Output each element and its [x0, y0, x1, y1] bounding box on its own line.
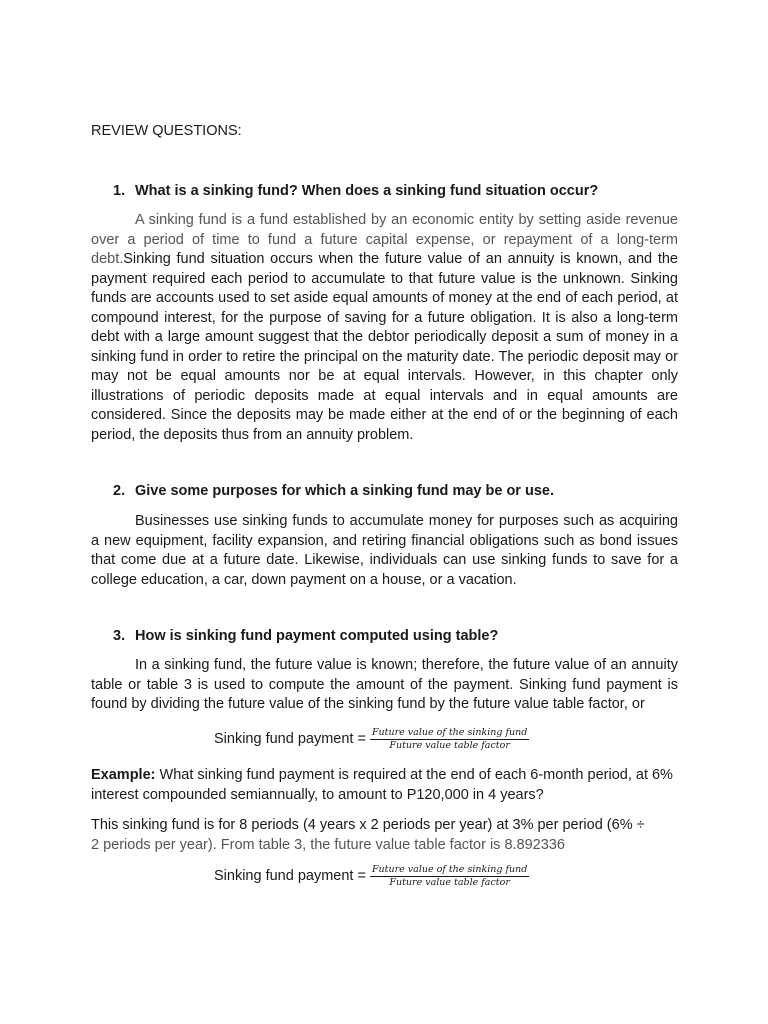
question-2-text: Give some purposes for which a sinking fund may be or use. [135, 483, 554, 499]
formula-1-label: Sinking fund payment = [214, 730, 366, 747]
formula-1-fraction [370, 727, 529, 752]
formula-2-numerator: Future value of the sinking fund [371, 864, 528, 875]
example-paragraph [91, 766, 678, 805]
question-1 [113, 182, 598, 202]
sinking-fund-formula-2 [214, 864, 529, 889]
explanation-paragraph [91, 816, 678, 855]
explanation-part2: 2 periods per year). From table 3, the future value table factor is 8.892336 [91, 836, 565, 853]
formula-2-label: Sinking fund payment = [214, 867, 366, 884]
answer-3: In a sinking fund, the future value is known; therefore, the future value of an annuity table or table 3 is used to compute the amount of the payment. Sinking fund payment is found by dividing the future value of the sinking fund by the future value table factor, or [91, 657, 678, 712]
example-label: Example: [91, 767, 156, 783]
formula-1-denominator: Future value table factor [389, 740, 510, 751]
formula-2-fraction [370, 864, 529, 889]
question-2 [113, 482, 554, 502]
question-3 [113, 627, 498, 647]
question-2-number: 2. [113, 483, 126, 499]
answer-2: Businesses use sinking funds to accumulate money for purposes such as acquiring a new equipment, facility expansion, and retiring financial obligations such as bond issues that come due at a future date. Likewise, individuals can use sinking funds to save for a college education, a car, down payment on a house, or a vacation. [91, 513, 678, 588]
question-3-text: How is sinking fund payment computed using table? [135, 628, 499, 644]
answer-1-part2: Sinking fund situation occurs when the future value of an annuity is known, and the payment required each period to accumulate to that future value is the unknown. Sinking funds are accounts used to set aside equal amounts of money at the end of each period, at compound interest, for the purpose of saving for a future obligation. It is also a long-term debt with a large amount suggest that the debtor periodically deposit a sum of money in a sinking fund in order to retire the principal on the maturity date. The periodic deposit may or may not be equal amounts nor be at equal intervals. However, in this chapter only illustrations of periodic deposits made at equal intervals and in equal amounts are considered. Since the deposits may be made either at the end of or the beginning of each period, the deposits thus from an annuity problem. [91, 251, 678, 443]
question-1-text: What is a sinking fund? When does a sinking fund situation occur? [135, 183, 599, 199]
explanation-part1: This sinking fund is for 8 periods (4 years x 2 periods per year) at 3% per period (6% ÷ [91, 817, 645, 833]
formula-1-numerator: Future value of the sinking fund [371, 727, 528, 738]
formula-2-denominator: Future value table factor [389, 877, 510, 888]
example-text: What sinking fund payment is required at the end of each 6-month period, at 6% interest compounded semiannually, to amount to P120,000 in 4 years? [91, 767, 673, 803]
question-3-number: 3. [113, 628, 126, 644]
answer-1 [91, 211, 678, 445]
question-1-number: 1. [113, 183, 126, 199]
review-questions-heading: REVIEW QUESTIONS: [91, 123, 242, 139]
sinking-fund-formula-1 [214, 727, 529, 752]
answer-1-part1: A sinking fund is a fund established by an economic entity by setting aside revenue over a period of time to fund a future capital expense, or repayment of a long-term debt. [91, 212, 678, 267]
